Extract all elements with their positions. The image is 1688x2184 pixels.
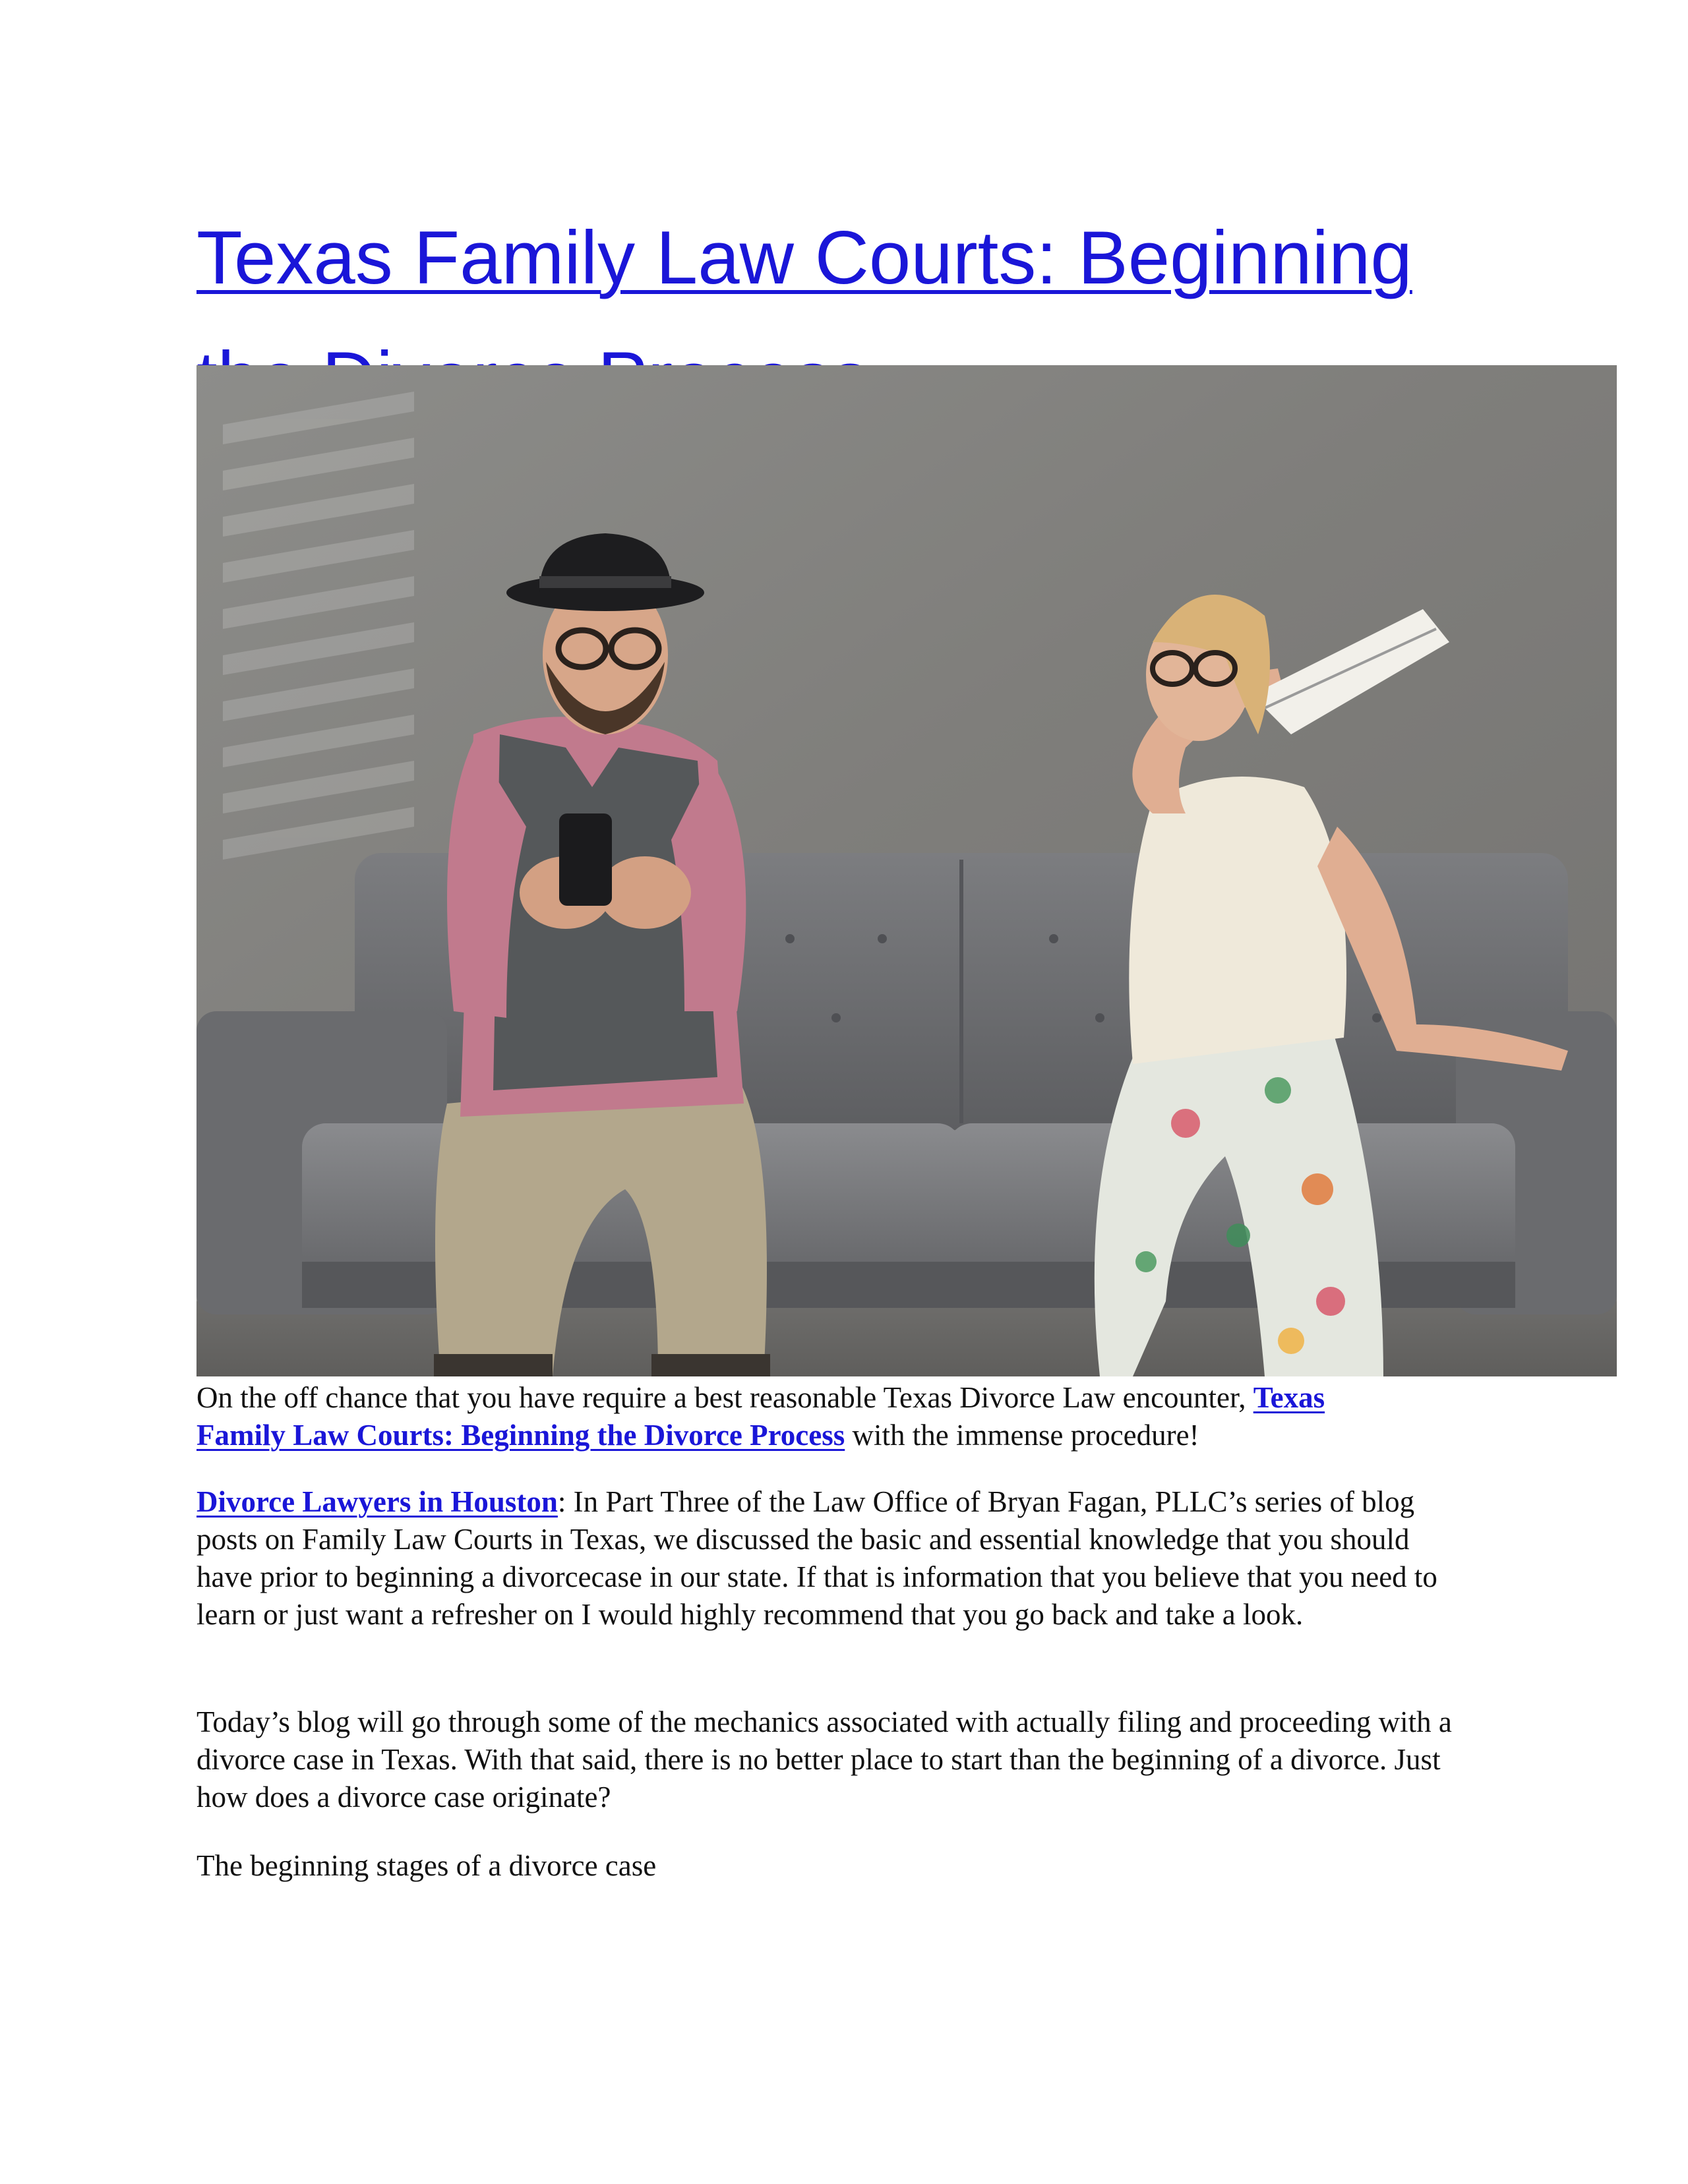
mechanics-paragraph: Today’s blog will go through some of the mechanics associated with actually filing and proceeding with a divorce case in Texas. With that said, there is no better place to start than the beginning of a divorce. Just how does a divorce case originate? bbox=[196, 1705, 1452, 1814]
hero-photo-illustration bbox=[196, 365, 1617, 1376]
intro-link[interactable]: Texas Family Law Courts: Beginning the Divorce Process bbox=[196, 1381, 1325, 1452]
lawyers-paragraph-text: : In Part Three of the Law Office of Bryan Fagan, PLLC’s series of blog posts on Family Law Courts in Texas, we discussed the basic and essential knowledge that you should have prior to beginning a divorcecase in our state. If that is information that you believe that you need to learn or just want a refresher on I would highly recommend that you go back and take a look. bbox=[196, 1485, 1437, 1631]
section-heading: The beginning stages of a divorce case bbox=[196, 1849, 657, 1882]
intro-text-tail: with the immense procedure! bbox=[845, 1419, 1199, 1452]
intro-paragraph bbox=[196, 1379, 1469, 1454]
intro-text: On the off chance that you have require a best reasonable Texas Divorce Law encounter, bbox=[196, 1381, 1253, 1414]
title-line-1: Texas Family Law Courts: Beginning bbox=[196, 216, 1412, 300]
hero-image bbox=[196, 365, 1617, 1376]
divorce-lawyers-link[interactable]: Divorce Lawyers in Houston bbox=[196, 1485, 558, 1518]
lawyers-paragraph bbox=[196, 1483, 1469, 1634]
